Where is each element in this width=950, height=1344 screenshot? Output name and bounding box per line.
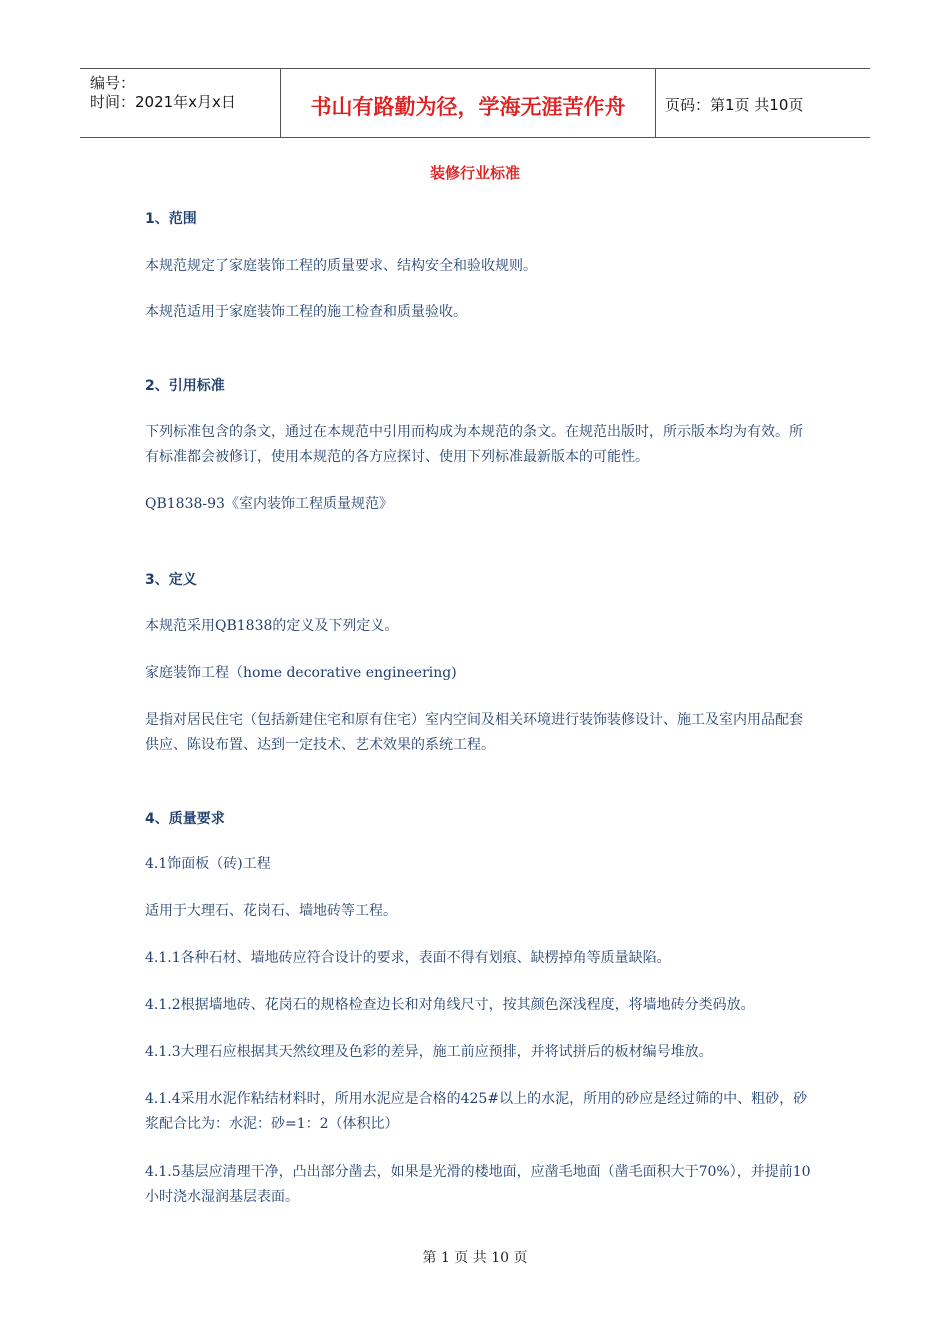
header-meta-cell [80, 69, 280, 137]
header-table [80, 68, 870, 138]
section-heading-references: 2、引用标准 [145, 378, 225, 394]
clause-4-1-3: 4.1.3大理石应根据其天然纹理及色彩的差异，施工前应预排，并将试拼后的板材编号堆放。 [145, 1044, 713, 1060]
clause-4-1-1: 4.1.1各种石材、墙地砖应符合设计的要求，表面不得有划痕、缺楞掉角等质量缺陷。 [145, 950, 671, 966]
document-code-label: 编号： [90, 74, 136, 92]
paragraph: 本规范采用QB1838的定义及下列定义。 [145, 618, 399, 634]
header-motto: 书山有路勤为径，学海无涯苦作舟 [310, 95, 626, 119]
paragraph: 本规范适用于家庭装饰工程的施工检查和质量验收。 [145, 304, 467, 320]
paragraph: 是指对居民住宅（包括新建住宅和原有住宅）室内空间及相关环境进行装饰装修设计、施工及室内用品配套供应、陈设布置、达到一定技术、艺术效果的系统工程。 [145, 712, 803, 753]
clause-4-1-5: 4.1.5基层应清理干净，凸出部分凿去，如果是光滑的楼地面，应凿毛地面（凿毛面积大于70%），并提前10小时浇水湿润基层表面。 [145, 1164, 811, 1205]
clause-4-1-4: 4.1.4采用水泥作粘结材料时，所用水泥应是合格的425#以上的水泥，所用的砂应是经过筛的中、粗砂，砂浆配合比为：水泥：砂=1：2（体积比） [145, 1091, 808, 1132]
section-heading-scope: 1、范围 [145, 211, 197, 227]
header-motto-cell [280, 69, 656, 137]
paragraph: 家庭装饰工程（home decorative engineering) [145, 665, 457, 681]
section-heading-quality: 4、质量要求 [145, 811, 225, 827]
paragraph: 下列标准包含的条文，通过在本规范中引用而构成为本规范的条文。在规范出版时，所示版本均为有效。所有标准都会被修订，使用本规范的各方应探讨、使用下列标准最新版本的可能性。 [145, 424, 803, 465]
paragraph: QB1838-93《室内装饰工程质量规范》 [145, 496, 393, 512]
page-footer: 第 1 页 共 10 页 [422, 1250, 528, 1266]
header-page-cell [655, 69, 870, 137]
paragraph: 适用于大理石、花岗石、墙地砖等工程。 [145, 903, 397, 919]
section-heading-definitions: 3、定义 [145, 572, 197, 588]
document-title: 装修行业标准 [429, 164, 520, 182]
subsection-heading: 4.1饰面板（砖)工程 [145, 856, 271, 872]
header-page-info: 页码：第1页 共10页 [665, 96, 804, 114]
document-date: 时间：2021年x月x日 [90, 93, 236, 111]
clause-4-1-2: 4.1.2根据墙地砖、花岗石的规格检查边长和对角线尺寸，按其颜色深浅程度，将墙地砖分类码放。 [145, 997, 755, 1013]
paragraph: 本规范规定了家庭装饰工程的质量要求、结构安全和验收规则。 [145, 258, 537, 274]
